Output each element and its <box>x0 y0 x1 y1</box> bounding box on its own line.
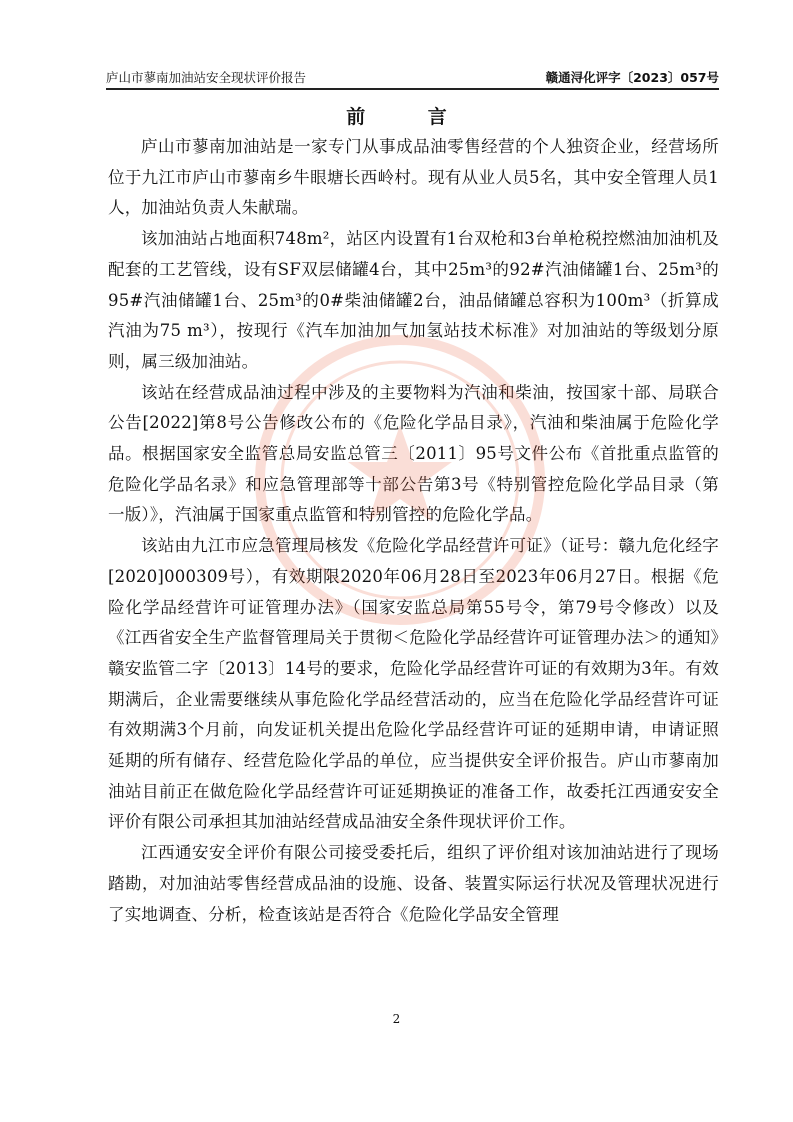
header-report-number: 赣通浔化评字〔2023〕057号 <box>545 70 719 85</box>
paragraph-5: 江西通安安全评价有限公司接受委托后，组织了评价组对该加油站进行了现场踏勘，对加油站零售经营成品油的设施、设备、装置实际运行状况及管理状况进行了实地调查、分析，检查该站是否符合《危险化学品安全管理 <box>108 843 719 924</box>
paragraph-2: 该加油站占地面积748m²，站区内设置有1台双枪和3台单枪税控燃油加油机及配套的工艺管线，设有SF双层储罐4台，其中25m³的92#汽油储罐1台、25m³的95#汽油储罐1台、25m³的0#柴油储罐2台，油品储罐总容积为100m³（折算成汽油为75 m³），按现行《汽车加油加气加氢站技术标准》对加油站的等级划分原则，属三级加油站。 <box>108 229 719 371</box>
page-title: 前 言 <box>346 106 475 128</box>
paragraph-1: 庐山市蓼南加油站是一家专门从事成品油零售经营的个人独资企业，经营场所位于九江市庐山市蓼南乡牛眼塘长西岭村。现有从业人员5名，其中安全管理人员1人，加油站负责人朱献瑞。 <box>108 137 719 218</box>
paragraph-4: 该站由九江市应急管理局核发《危险化学品经营许可证》（证号：赣九危化经字[2020]000309号），有效期限2020年06月28日至2023年06月27日。根据《危险化学品经营许可证管理办法》（国家安监总局第55号令，第79号令修改）以及《江西省安全生产监督管理局关于贯彻＜危险化学品经营许可证管理办法＞的通知》赣安监管二字〔2013〕14号的要求，危险化学品经营许可证的有效期为3年。有效期满后，企业需要继续从事危险化学品经营活动的，应当在危险化学品经营许可证有效期满3个月前，向发证机关提出危险化学品经营许可证的延期申请，申请证照延期的所有储存、经营危险化学品的单位，应当提供安全评价报告。庐山市蓼南加油站目前正在做危险化学品经营许可证延期换证的准备工作，故委托江西通安安全评价有限公司承担其加油站经营成品油安全条件现状评价工作。 <box>108 536 719 832</box>
header-divider <box>106 88 719 90</box>
header-report-title: 庐山市蓼南加油站安全现状评价报告 <box>106 70 307 85</box>
document-body <box>108 132 719 930</box>
page-number: 2 <box>392 1012 401 1026</box>
page-header <box>106 68 719 88</box>
paragraph-3: 该站在经营成品油过程中涉及的主要物料为汽油和柴油，按国家十部、局联合公告[2022]第8号公告修改公布的《危险化学品目录》，汽油和柴油属于危险化学品。根据国家安全监管总局安监总管三〔2011〕95号文件公布《首批重点监管的危险化学品名录》和应急管理部等十部公告第3号《特别管控危险化学品目录（第一版）》，汽油属于国家重点监管和特别管控的危险化学品。 <box>108 382 719 525</box>
